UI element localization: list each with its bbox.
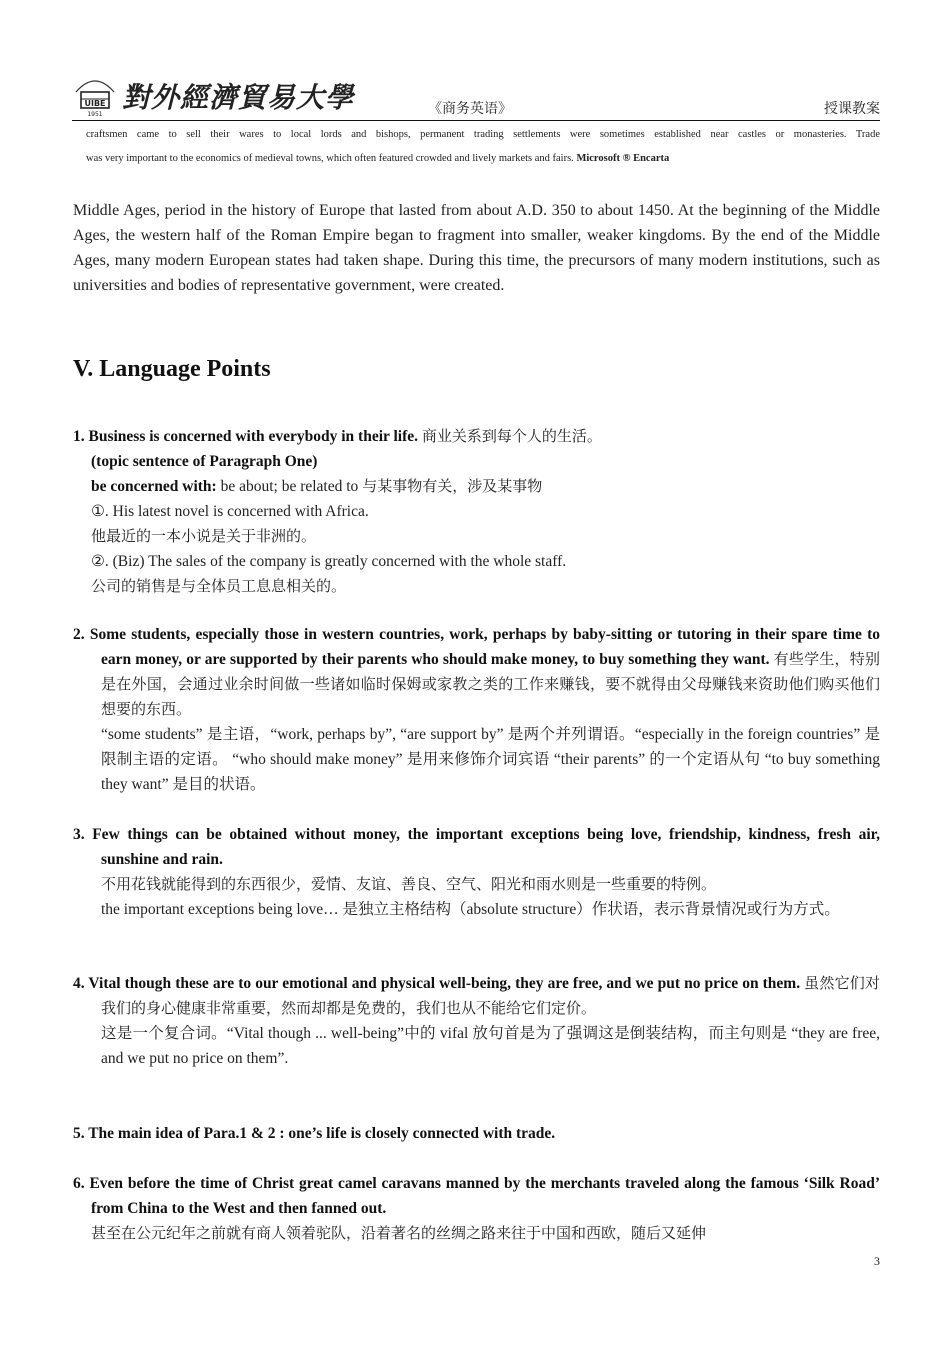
point-1-heading: 1. Business is concerned with everybody in their life. (73, 428, 419, 445)
point-1-example-1-zh: 他最近的一本小说是关于非洲的。 (91, 527, 317, 545)
point-1-example-2-zh: 公司的销售是与全体员工息息相关的。 (91, 577, 347, 595)
point-6-zh: 甚至在公元纪年之前就有商人领着驼队，沿着著名的丝绸之路来往于中国和西欧，随后又延伸 (91, 1224, 707, 1242)
language-point-3 (73, 822, 880, 922)
point-5-heading: 5. The main idea of Para.1 & 2 : one’s life is closely connected with trade. (73, 1125, 556, 1142)
logo-year: 1951 (87, 111, 103, 118)
point-3-heading: 3. Few things can be obtained without money, the important exceptions being love, friendship, kindness, fresh air, sunshine and rain. (73, 826, 880, 868)
point-2-heading-zh: 有些学生，特别是在外国，会通过业余时间做一些诸如临时保姆或家教之类的工作来赚钱，要不就得由父母赚钱来资助他们购买他们想要的东西。 (101, 650, 880, 718)
section-title: V. Language Points (73, 356, 271, 382)
point-1-phrase-zh: 与某事物有关，涉及某事物 (362, 477, 543, 495)
point-1-phrase: be concerned with: (91, 478, 217, 495)
language-point-1 (73, 424, 880, 599)
point-4-heading: 4. Vital though these are to our emotional and physical well-being, they are free, and we put no price on them. (73, 975, 801, 992)
page-header (72, 70, 880, 122)
point-3-note: the important exceptions being love… 是独立主格结构（absolute structure）作状语，表示背景情况或行为方式。 (101, 901, 840, 918)
document-type: 授课教案 (824, 102, 880, 117)
point-2-heading: 2. Some students, especially those in western countries, work, perhaps by baby-sitting or tutoring in their spare time to earn money, or are supported by their parents who should make money, to buy something they want. (73, 626, 880, 668)
point-1-heading-zh: 商业关系到每个人的生活。 (421, 427, 602, 445)
university-logo-icon (72, 72, 118, 118)
footnote-source: Microsoft ® Encarta (576, 153, 670, 164)
intro-paragraph: Middle Ages, period in the history of Europe that lasted from about A.D. 350 to about 1450. At the beginning of the Middle Ages, the western half of the Roman Empire began to fragment into smaller, weaker kingdoms. By the end of the Middle Ages, many modern European states had taken shape. During this time, the precursors of many modern institutions, such as universities and bodies of representative government, were created. (73, 202, 880, 294)
point-6-heading: 6. Even before the time of Christ great camel caravans manned by the merchants traveled along the famous ‘Silk Road’ from China to the West and then fanned out. (73, 1175, 880, 1217)
course-title: 《商务英语》 (428, 102, 512, 117)
point-1-example-1: ①. His latest novel is concerned with Africa. (91, 503, 369, 520)
point-4-note: 这是一个复合词。“Vital though ... well-being”中的 vifal 放句首是为了强调这是倒装结构，而主句则是 “they are free, and we put no price on them”. (101, 1025, 880, 1067)
language-point-4 (73, 971, 880, 1071)
footnote-line-1: craftsmen came to sell their wares to local lords and bishops, permanent trading settlements were sometimes established near castles or monasteries. Trade (86, 129, 880, 140)
point-1-topic: (topic sentence of Paragraph One) (91, 453, 318, 470)
point-1-phrase-def: be about; be related to (220, 478, 359, 495)
point-3-zh: 不用花钱就能得到的东西很少，爱情、友谊、善良、空气、阳光和雨水则是一些重要的特例。 (101, 875, 717, 893)
language-point-5 (73, 1121, 880, 1146)
header-divider (72, 120, 880, 121)
language-point-2 (73, 622, 880, 797)
point-4-heading-zh: 虽然它们对我们的身心健康非常重要，然而却都是免费的，我们也从不能给它们定价。 (101, 974, 880, 1017)
page-number: 3 (874, 1254, 880, 1268)
logo-abbr: UIBE (84, 99, 106, 108)
university-name: 對外經濟貿易大學 (122, 81, 355, 114)
footnote-text: was very important to the economics of medieval towns, which often featured crowded and lively markets and fairs. (86, 153, 574, 164)
footnote-line-2 (86, 152, 880, 166)
language-point-6 (73, 1171, 880, 1246)
point-1-example-2: ②. (Biz) The sales of the company is greatly concerned with the whole staff. (91, 553, 567, 570)
point-2-note: “some students” 是主语，“work, perhaps by”, “are support by” 是两个并列谓语。“especially in the foreign countries” 是限制主语的定语。 “who should make money” 是用来修饰介词宾语 “their parents” 的一个定语从句 “to buy something they want” 是目的状语。 (101, 726, 880, 793)
